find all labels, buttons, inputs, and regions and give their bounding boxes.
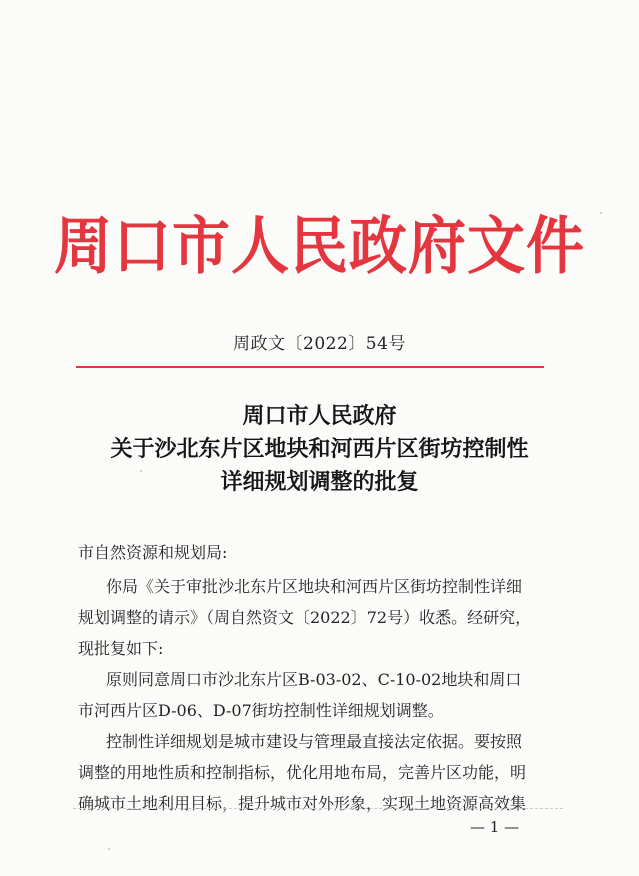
scan-speck (600, 212, 602, 214)
document-title (0, 400, 639, 499)
document-body (78, 571, 558, 819)
footer-scan-line (73, 808, 563, 809)
addressee: 市自然资源和规划局: (78, 543, 228, 562)
document-title-line: 周口市人民政府 (242, 403, 397, 429)
paragraph-line: 市河西片区D-06、D-07街坊控制性详细规划调整。 (78, 701, 444, 720)
paragraph-line: 你局《关于审批沙北东片区地块和河西片区街坊控制性详细 (106, 577, 523, 596)
document-title-line: 关于沙北东片区地块和河西片区街坊控制性 (110, 436, 529, 462)
paragraph-line: 控制性详细规划是城市建设与管理最直接法定依据。要按照 (106, 732, 523, 751)
red-separator-rule (76, 366, 544, 368)
document-number: 周政文〔2022〕54号 (233, 334, 406, 354)
paragraph-line: 确城市土地利用目标，提升城市对外形象，实现土地资源高效集 (78, 794, 527, 813)
paragraph-line: 规划调整的请示》（周自然资文〔2022〕72号）收悉。经研究， (78, 608, 532, 627)
paragraph (78, 726, 558, 819)
scan-speck (140, 470, 142, 472)
paragraph-line: 原则同意周口市沙北东片区B-03-02、C-10-02地块和周口 (106, 670, 522, 689)
paragraph (78, 571, 558, 664)
paragraph-line: 现批复如下: (78, 639, 164, 658)
scan-speck (108, 848, 110, 850)
document-title-line: 详细规划调整的批复 (220, 469, 419, 495)
agency-header-title: 周口市人民政府文件 (53, 209, 585, 283)
paragraph-line: 调整的用地性质和控制指标，优化用地布局，完善片区功能，明 (78, 763, 527, 782)
paragraph (78, 664, 558, 726)
page-number: — 1 — (470, 818, 520, 836)
